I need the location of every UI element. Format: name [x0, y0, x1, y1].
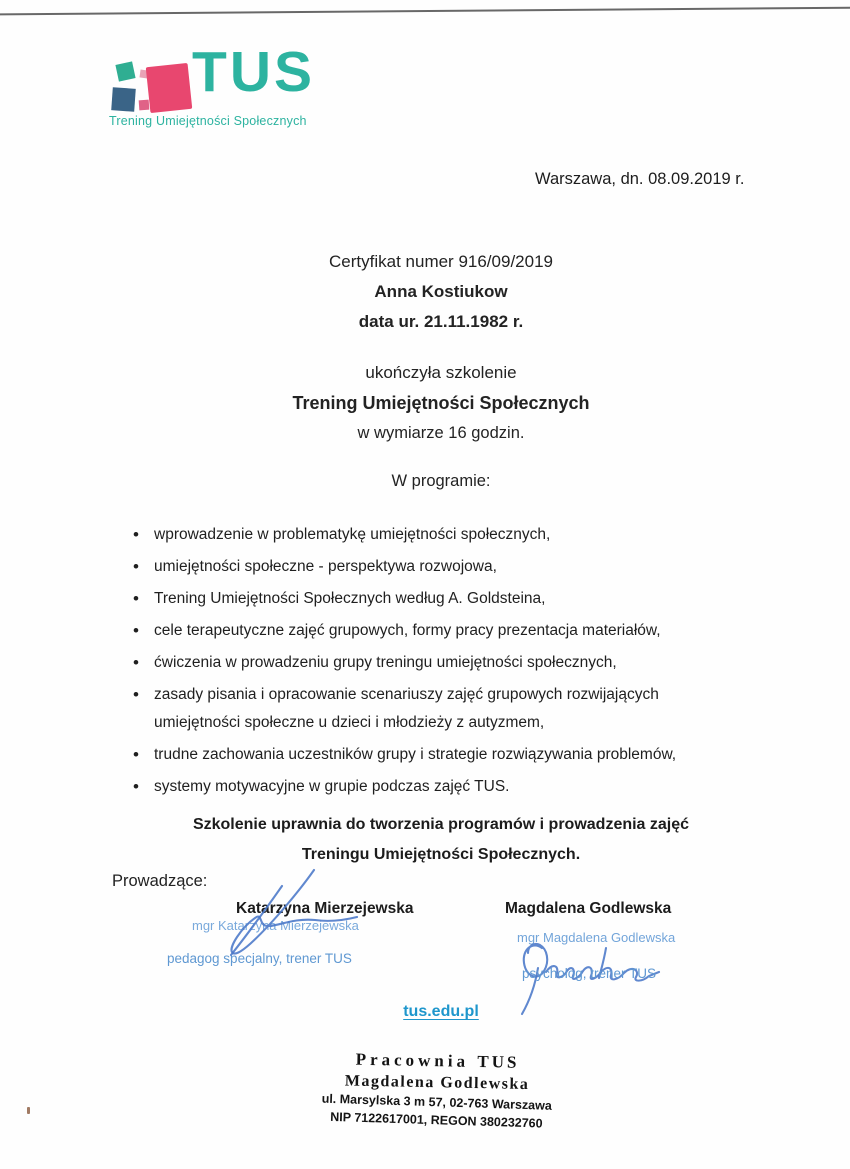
program-item: • systemy motywacyjne w grupie podczas zajęć TUS.: [131, 773, 743, 801]
program-item: • trudne zachowania uczestników grupy i strategie rozwiązywania problemów,: [131, 741, 743, 769]
right-stamp-title: mgr Magdalena Godlewska: [517, 930, 676, 945]
logo-square-pink-large-icon: [146, 63, 193, 113]
right-presenter-name: Magdalena Godlewska: [505, 900, 672, 917]
logo-square-teal-icon: [115, 61, 135, 81]
birth-date-line: data ur. 21.11.1982 r.: [358, 312, 524, 331]
completion-line: ukończyła szkolenie: [365, 363, 517, 382]
left-stamp-role: pedagog specjalny, trener TUS: [167, 951, 352, 966]
course-block: [0, 358, 850, 448]
right-stamp-role: psycholog, trener TUS: [522, 966, 657, 981]
program-item: • Trening Umiejętności Społecznych według A. Goldsteina,: [131, 585, 743, 613]
certificate-title-block: [0, 247, 850, 337]
website-block: [0, 1003, 850, 1021]
website-link[interactable]: tus.edu.pl: [403, 1003, 479, 1020]
authorization-line-2: Treningu Umiejętności Społecznych.: [301, 846, 581, 863]
company-ids: NIP 7122617001, REGON 380232760: [330, 1109, 543, 1131]
company-name-prefix: Pracownia: [355, 1049, 470, 1071]
company-address: ul. Marsylska 3 m 57, 02-763 Warszawa: [321, 1091, 553, 1113]
program-item: • cele terapeutyczne zajęć grupowych, formy pracy prezentacja materiałów,: [131, 617, 743, 645]
left-presenter-name: Katarzyna Mierzejewska: [236, 900, 414, 917]
logo-wordmark: TUS: [192, 40, 315, 104]
logo-square-navy-icon: [111, 87, 136, 112]
logo-tagline: Trening Umiejętności Społecznych: [109, 114, 307, 128]
program-item: • umiejętności społeczne - perspektywa rozwojowa,: [131, 553, 743, 581]
course-title: Trening Umiejętności Społecznych: [292, 393, 590, 413]
program-item: • wprowadzenie w problematykę umiejętności społecznych,: [131, 521, 743, 549]
program-heading: W programie:: [391, 472, 491, 490]
program-item: • ćwiczenia w prowadzeniu grupy treningu umiejętności społecznych,: [131, 649, 743, 677]
company-stamp: [0, 1042, 850, 1137]
program-item: • zasady pisania i opracowanie scenariuszy zajęć grupowych rozwijających umiejętności społeczne u dzieci i młodzieży z autyzmem,: [131, 681, 743, 737]
scan-artifact-top-edge: [0, 7, 850, 16]
presenters-heading: Prowadzące:: [112, 872, 208, 890]
company-name-suffix: TUS: [477, 1052, 520, 1072]
left-handwritten-signature: [196, 866, 361, 961]
date-line: Warszawa, dn. 08.09.2019 r.: [535, 170, 745, 188]
duration-line: w wymiarze 16 godzin.: [357, 424, 525, 442]
authorization-line-1: Szkolenie uprawnia do tworzenia programów i prowadzenia zajęć: [192, 816, 690, 833]
certificate-number: Certyfikat numer 916/09/2019: [329, 252, 553, 271]
tus-logo: [108, 40, 315, 136]
left-stamp-title: mgr Katarzyna Mierzejewska: [192, 918, 359, 933]
program-heading-block: [0, 472, 850, 491]
recipient-name: Anna Kostiukow: [374, 282, 508, 301]
logo-square-pink-tiny-icon: [139, 100, 150, 111]
program-list: [131, 521, 743, 805]
authorization-block: [0, 810, 850, 870]
company-owner: Magdalena Godlewska: [344, 1072, 530, 1094]
